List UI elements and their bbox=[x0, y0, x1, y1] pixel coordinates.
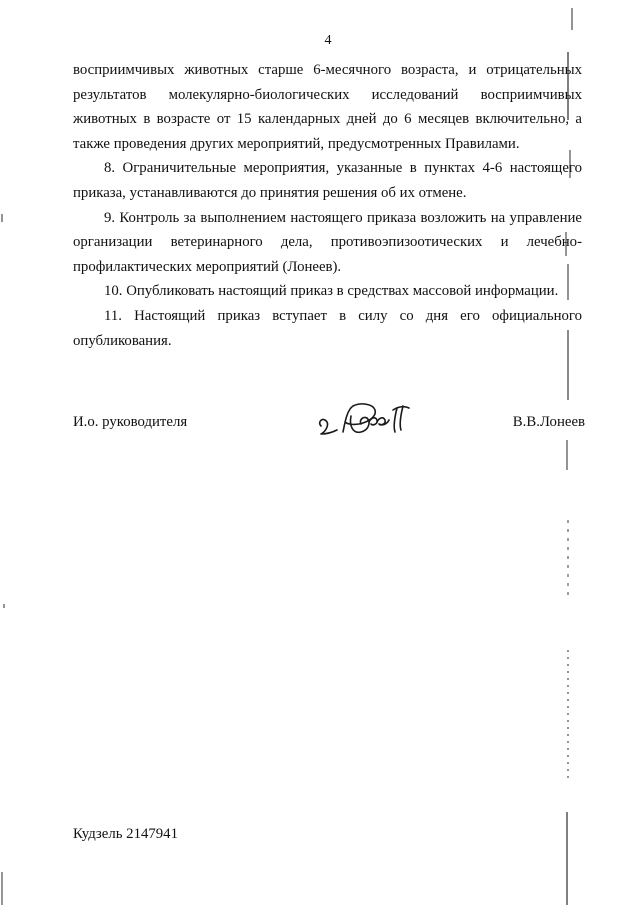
paragraph-item-10: 10. Опубликовать настоящий приказ в средствах массовой информации. bbox=[104, 283, 559, 300]
paragraph-continuation: восприимчивых животных старше 6-месячного возраста, и отрицательных результатов молекулярно-биологических исследований восприимчивых животных в возрасте от 15 календарных дней до 6 месяцев включительно, а также проведения других мероприятий, предусмотренных Правилами. bbox=[73, 62, 582, 152]
signatory-name: В.В.Лонеев bbox=[512, 414, 585, 430]
paragraph-item-9: 9. Контроль за выполнением настоящего приказа возложить на управление организации ветеринарного дела, противоэпизоотических и лечебно-профилактических мероприятий (Лонеев). bbox=[73, 209, 582, 275]
paragraph-item-8: 8. Ограничительные мероприятия, указанные в пунктах 4-6 настоящего приказа, устанавливаются до принятия решения об их отмене. bbox=[73, 160, 582, 201]
paragraph-item-11: 11. Настоящий приказ вступает в силу со дня его официального опубликования. bbox=[73, 307, 582, 349]
handwritten-signature bbox=[313, 396, 425, 448]
document-body bbox=[73, 58, 582, 353]
signatory-title: И.о. руководителя bbox=[73, 414, 188, 430]
signature-block bbox=[73, 410, 585, 460]
executor-note: Кудзель 2147941 bbox=[73, 826, 178, 842]
page-number: 4 bbox=[324, 33, 332, 48]
